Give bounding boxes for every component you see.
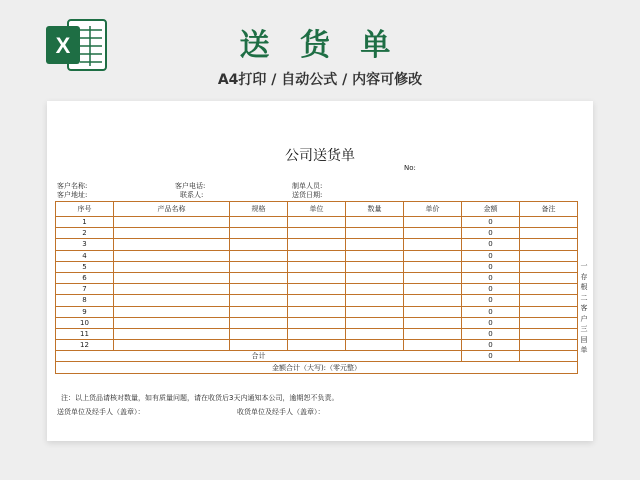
side-char: 根 xyxy=(580,283,588,291)
table-cell xyxy=(404,306,462,317)
side-char: 存 xyxy=(580,272,588,281)
receiver-signature-label: 收货单位及经手人（盖章）： xyxy=(237,408,325,416)
table-row xyxy=(56,340,578,351)
table-cell xyxy=(346,306,404,317)
table-cell xyxy=(230,340,288,351)
table-cell xyxy=(346,239,404,250)
header-serial: 序号 xyxy=(56,202,114,217)
table-cell xyxy=(520,340,578,351)
document-number-label: No: xyxy=(404,164,416,172)
table-cell xyxy=(404,250,462,261)
table-cell: 5 xyxy=(56,261,114,272)
table-cell xyxy=(288,284,346,295)
table-cell xyxy=(230,272,288,283)
customer-address-label: 客户地址: xyxy=(57,191,88,199)
table-cell xyxy=(288,272,346,283)
table-cell xyxy=(114,250,230,261)
invoice-sheet xyxy=(47,101,593,441)
page-title: 送 货 单 xyxy=(239,28,401,63)
customer-name-label: 客户名称: xyxy=(57,182,88,190)
delivery-date-label: 送货日期: xyxy=(292,191,323,199)
table-cell xyxy=(346,340,404,351)
table-cell: 0 xyxy=(462,317,520,328)
table-cell: 0 xyxy=(462,295,520,306)
table-cell xyxy=(346,217,404,228)
header-amount: 金额 xyxy=(462,202,520,217)
table-cell: 12 xyxy=(56,340,114,351)
table-cell xyxy=(346,228,404,239)
table-cell: 2 xyxy=(56,228,114,239)
items-table xyxy=(55,201,578,374)
table-cell xyxy=(404,340,462,351)
note-text: 注：以上货品请核对数量，如有质量问题，请在收货后3天内通知本公司，逾期恕不负责。 xyxy=(61,394,339,402)
table-cell xyxy=(288,261,346,272)
table-cell xyxy=(114,340,230,351)
header-spec: 规格 xyxy=(230,202,288,217)
table-cell xyxy=(230,228,288,239)
table-row xyxy=(56,239,578,250)
header-quantity: 数量 xyxy=(346,202,404,217)
table-cell xyxy=(346,261,404,272)
table-cell xyxy=(520,272,578,283)
table-cell: 0 xyxy=(462,284,520,295)
table-cell xyxy=(230,317,288,328)
table-cell xyxy=(346,317,404,328)
copy-designation xyxy=(579,261,589,356)
table-row xyxy=(56,228,578,239)
table-cell xyxy=(114,306,230,317)
table-cell xyxy=(230,239,288,250)
table-row xyxy=(56,217,578,228)
table-cell xyxy=(230,284,288,295)
table-cell: 0 xyxy=(462,239,520,250)
table-cell xyxy=(404,317,462,328)
svg-text:X: X xyxy=(55,33,71,58)
table-cell xyxy=(288,306,346,317)
amount-in-words: 金额合计（大写):（零元整） xyxy=(56,362,578,373)
table-cell xyxy=(230,328,288,339)
maker-label: 制单人员: xyxy=(292,182,323,190)
table-cell xyxy=(230,261,288,272)
sender-signature-label: 送货单位及经手人（盖章）： xyxy=(57,408,145,416)
side-char: 户 xyxy=(580,314,588,323)
table-cell xyxy=(520,351,578,362)
table-cell xyxy=(114,284,230,295)
table-cell: 4 xyxy=(56,250,114,261)
table-cell xyxy=(404,328,462,339)
side-char: 二 xyxy=(580,293,588,302)
table-cell xyxy=(288,328,346,339)
table-cell: 3 xyxy=(56,239,114,250)
table-cell xyxy=(114,317,230,328)
table-cell xyxy=(114,239,230,250)
table-cell xyxy=(520,217,578,228)
side-char: 单 xyxy=(580,346,588,354)
table-cell xyxy=(520,317,578,328)
total-label: 合计 xyxy=(56,351,462,362)
table-cell: 8 xyxy=(56,295,114,306)
table-cell: 0 xyxy=(462,250,520,261)
table-row xyxy=(56,317,578,328)
table-cell xyxy=(114,272,230,283)
table-cell xyxy=(346,295,404,306)
table-header-row xyxy=(56,202,578,217)
table-cell: 0 xyxy=(462,340,520,351)
table-cell xyxy=(404,272,462,283)
table-cell xyxy=(288,317,346,328)
table-cell xyxy=(404,261,462,272)
header-unit-price: 单价 xyxy=(404,202,462,217)
table-row xyxy=(56,284,578,295)
side-char: 客 xyxy=(580,304,588,312)
table-cell: 0 xyxy=(462,272,520,283)
side-char: 三 xyxy=(580,325,588,333)
table-cell xyxy=(520,250,578,261)
table-cell xyxy=(520,284,578,295)
table-cell: 10 xyxy=(56,317,114,328)
table-cell: 1 xyxy=(56,217,114,228)
table-cell xyxy=(288,250,346,261)
table-cell xyxy=(346,272,404,283)
header-remarks: 备注 xyxy=(520,202,578,217)
table-cell xyxy=(404,228,462,239)
table-cell: 0 xyxy=(462,261,520,272)
table-cell xyxy=(114,217,230,228)
table-cell xyxy=(288,295,346,306)
amount-words-row xyxy=(56,362,578,373)
table-row xyxy=(56,295,578,306)
table-cell xyxy=(288,239,346,250)
table-cell xyxy=(114,261,230,272)
table-cell xyxy=(230,217,288,228)
table-row xyxy=(56,306,578,317)
table-row xyxy=(56,272,578,283)
table-cell: 7 xyxy=(56,284,114,295)
table-cell: 6 xyxy=(56,272,114,283)
table-row xyxy=(56,261,578,272)
page-subtitle: A4打印 / 自动公式 / 内容可修改 xyxy=(217,72,423,88)
table-cell xyxy=(114,295,230,306)
table-cell: 9 xyxy=(56,306,114,317)
side-char: 回 xyxy=(580,335,588,344)
table-cell xyxy=(230,306,288,317)
table-cell xyxy=(114,228,230,239)
header-product-name: 产品名称 xyxy=(114,202,230,217)
table-cell: 0 xyxy=(462,328,520,339)
table-cell xyxy=(520,228,578,239)
table-cell: 0 xyxy=(462,228,520,239)
table-cell: 0 xyxy=(462,306,520,317)
table-cell xyxy=(520,295,578,306)
table-cell xyxy=(520,261,578,272)
table-cell xyxy=(404,295,462,306)
table-cell: 0 xyxy=(462,217,520,228)
customer-phone-label: 客户电话: xyxy=(175,182,206,190)
header-unit: 单位 xyxy=(288,202,346,217)
table-cell xyxy=(114,328,230,339)
table-cell xyxy=(404,284,462,295)
table-row xyxy=(56,250,578,261)
document-title: 公司送货单 xyxy=(285,148,355,164)
table-cell xyxy=(230,295,288,306)
table-cell xyxy=(288,340,346,351)
table-cell xyxy=(346,328,404,339)
table-cell xyxy=(230,250,288,261)
table-cell xyxy=(520,328,578,339)
table-cell: 11 xyxy=(56,328,114,339)
table-cell xyxy=(346,284,404,295)
side-char: 一 xyxy=(580,262,588,270)
table-cell xyxy=(520,306,578,317)
table-cell xyxy=(404,239,462,250)
table-cell xyxy=(288,217,346,228)
table-cell xyxy=(404,217,462,228)
total-row xyxy=(56,351,578,362)
table-row xyxy=(56,328,578,339)
table-cell xyxy=(520,239,578,250)
total-value: 0 xyxy=(462,351,520,362)
table-cell xyxy=(288,228,346,239)
table-cell xyxy=(346,250,404,261)
contact-person-label: 联系人: xyxy=(180,191,204,199)
